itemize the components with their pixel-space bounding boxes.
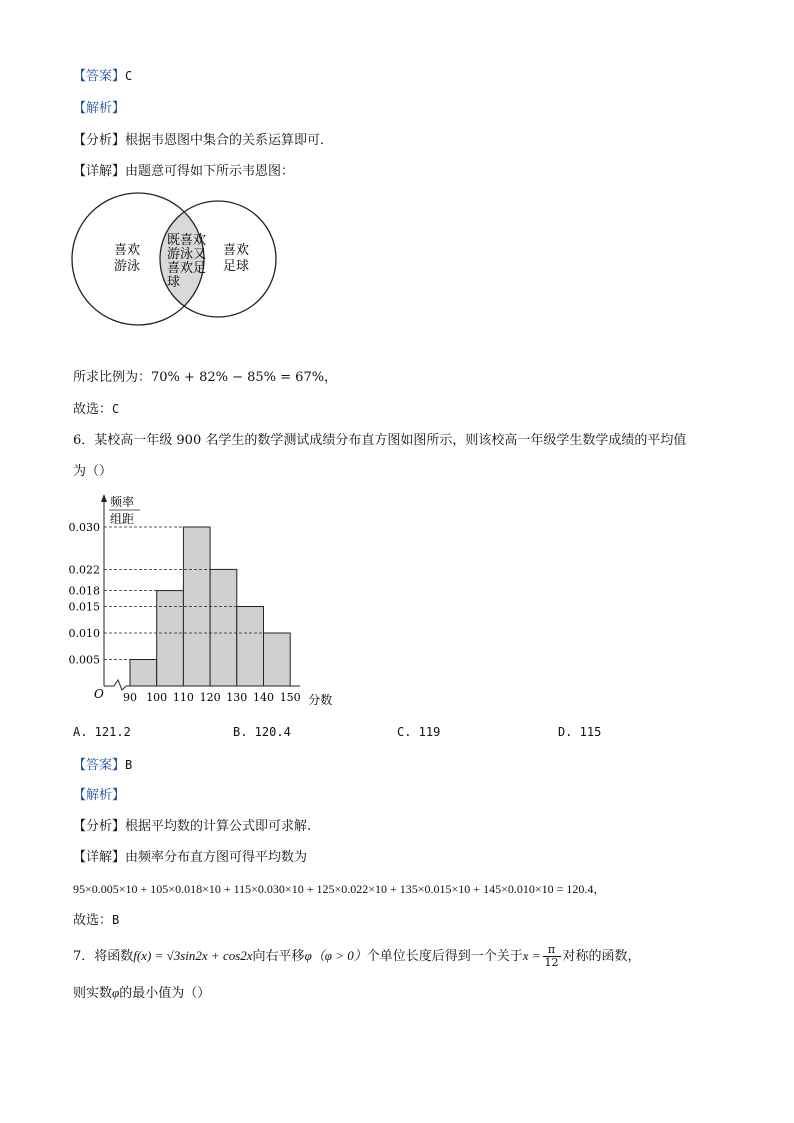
venn-mid-label-2: 游泳又 bbox=[167, 247, 207, 262]
detail-text: 由题意可得如下所示韦恩图： bbox=[125, 164, 295, 179]
venn-diagram bbox=[66, 186, 286, 332]
analysis-tag: 【解析】 bbox=[73, 101, 126, 116]
bar-100 bbox=[157, 591, 184, 686]
x-tick-label-110: 110 bbox=[172, 691, 194, 704]
q5-fenxi-line bbox=[73, 132, 333, 150]
answer-tag: 【答案】 bbox=[73, 758, 126, 773]
choose-label: 故选： bbox=[73, 913, 113, 928]
q5-choose-line bbox=[73, 400, 119, 419]
y-tick-label-0.030: 0.030 bbox=[68, 521, 100, 534]
bar-130 bbox=[237, 607, 264, 687]
detail-tag: 【详解】 bbox=[73, 164, 126, 179]
q6-option-d: D. 115 bbox=[558, 725, 602, 739]
y-tick-label-0.018: 0.018 bbox=[68, 584, 100, 598]
q6-analysis-line bbox=[73, 787, 125, 805]
answer-value: C bbox=[125, 69, 133, 83]
venn-mid-label-3: 喜欢足 bbox=[167, 261, 207, 276]
answer-tag: 【答案】 bbox=[73, 69, 126, 84]
q7-mid2: 个单位长度后得到一个关于 bbox=[366, 949, 523, 964]
choose-label: 故选： bbox=[73, 402, 113, 417]
q6-choose-line bbox=[73, 911, 119, 930]
q7-func: f(x) = √3sin2x + cos2x bbox=[133, 948, 253, 963]
q6-question-line2: 为（） bbox=[73, 464, 113, 479]
q7-cond: （φ > 0） bbox=[311, 948, 367, 963]
q7-x-eq: x = bbox=[522, 948, 541, 963]
y-tick-label-0.010: 0.010 bbox=[68, 627, 100, 640]
q7-line2 bbox=[73, 984, 210, 1003]
y-axis-label-numerator: 频率 bbox=[110, 495, 135, 509]
fenxi-tag: 【分析】 bbox=[73, 819, 126, 834]
answer-value: B bbox=[125, 758, 133, 772]
ratio-label: 所求比例为： bbox=[73, 370, 152, 385]
venn-left-label-1: 喜欢 bbox=[114, 243, 141, 258]
q7-line1 bbox=[73, 944, 641, 969]
q7-frac-num: π bbox=[543, 944, 561, 957]
q5-ratio-line bbox=[73, 369, 337, 387]
q7-prefix: 7．将函数 bbox=[73, 949, 134, 964]
x-tick-label-100: 100 bbox=[146, 691, 168, 704]
detail-tag: 【详解】 bbox=[73, 850, 126, 865]
venn-mid-label-4: 球 bbox=[167, 275, 181, 290]
venn-mid-label-1: 既喜欢 bbox=[167, 233, 207, 248]
y-axis-arrow bbox=[101, 494, 107, 502]
venn-left-label-2: 游泳 bbox=[114, 259, 141, 274]
choose-value: B bbox=[112, 913, 120, 927]
x-tick-label-150: 150 bbox=[279, 691, 301, 704]
x-tick-label-140: 140 bbox=[253, 691, 274, 704]
q6-answer-line bbox=[73, 756, 132, 775]
q6-formula: 95×0.005×10 + 105×0.018×10 + 115×0.030×10 + 125×0.022×10 + 135×0.015×10 + 145×0.010×10 = 120.4， bbox=[73, 882, 606, 896]
ratio-expr: 70% + 82% − 85% = 67%， bbox=[151, 370, 338, 385]
analysis-tag: 【解析】 bbox=[73, 788, 126, 803]
q6-detail-line bbox=[73, 849, 307, 867]
q7-frac-den: 12 bbox=[544, 956, 559, 969]
q5-detail-line bbox=[73, 163, 294, 181]
q6-fenxi-line bbox=[73, 818, 311, 836]
origin-label: O bbox=[94, 687, 104, 701]
x-tick-label-130: 130 bbox=[226, 691, 248, 704]
fenxi-tag: 【分析】 bbox=[73, 133, 126, 148]
x-tick-label-90: 90 bbox=[123, 691, 137, 704]
fenxi-text: 根据韦恩图中集合的关系运算即可． bbox=[125, 133, 334, 148]
q7-mid1: 向右平移 bbox=[252, 949, 305, 964]
q7-mid3: 对称的函数， bbox=[562, 949, 641, 964]
q6-question-line1: 6．某校高一年级 900 名学生的数学测试成绩分布直方图如图所示，则该校高一年级学生数学成绩的平均值 bbox=[73, 433, 687, 448]
venn-right-label-1: 喜欢 bbox=[223, 243, 250, 258]
y-tick-label-0.015: 0.015 bbox=[68, 600, 100, 614]
q7-phi-2: φ bbox=[112, 985, 120, 1000]
q5-answer-line bbox=[73, 67, 132, 86]
q7-phi: φ bbox=[304, 948, 312, 963]
x-axis-label: 分数 bbox=[308, 693, 333, 707]
x-tick-label-120: 120 bbox=[199, 691, 221, 704]
q6-option-b: B. 120.4 bbox=[233, 725, 291, 739]
bar-90 bbox=[130, 660, 157, 687]
q7-line2-suffix: 的最小值为（） bbox=[119, 986, 211, 1001]
q6-option-c: C. 119 bbox=[397, 725, 441, 739]
fenxi-text: 根据平均数的计算公式即可求解. bbox=[125, 819, 312, 834]
q5-analysis-line bbox=[73, 100, 125, 118]
q6-option-a: A. 121.2 bbox=[73, 725, 131, 739]
y-tick-label-0.022: 0.022 bbox=[68, 563, 100, 577]
q7-fraction bbox=[543, 944, 561, 969]
detail-text: 由频率分布直方图可得平均数为 bbox=[125, 850, 308, 865]
histogram-chart bbox=[66, 490, 356, 715]
q7-line2-prefix: 则实数 bbox=[73, 986, 113, 1001]
bar-140 bbox=[264, 633, 291, 686]
y-tick-label-0.005: 0.005 bbox=[68, 653, 100, 667]
bar-120 bbox=[210, 569, 237, 686]
y-axis-label-denominator: 组距 bbox=[110, 512, 135, 526]
venn-right-label-2: 足球 bbox=[223, 259, 250, 274]
choose-value: C bbox=[112, 402, 120, 416]
